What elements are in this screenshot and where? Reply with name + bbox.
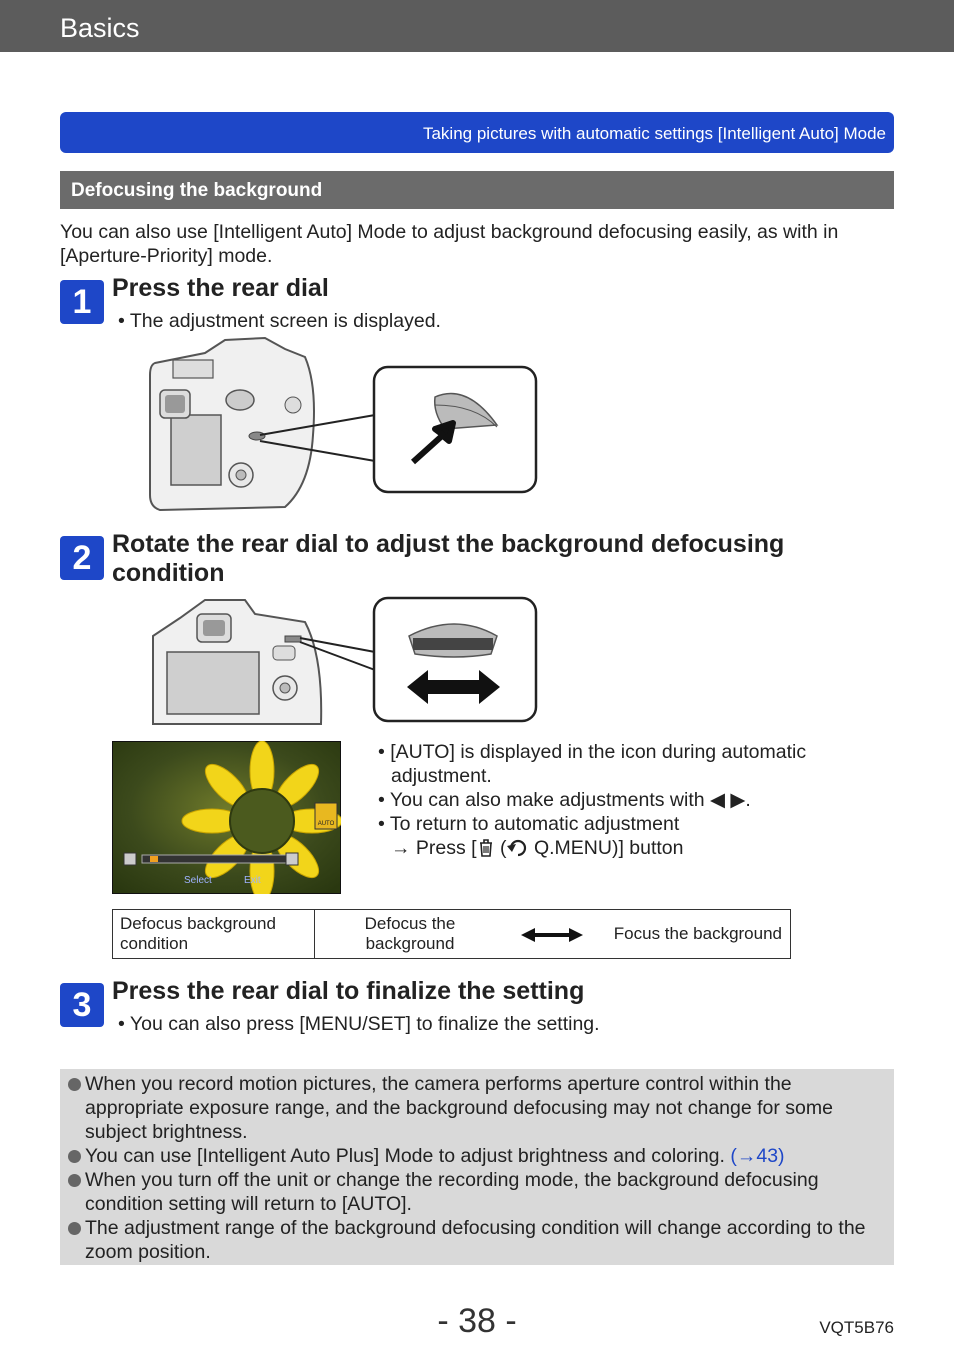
trash-icon <box>477 838 495 858</box>
header-title: Basics <box>60 13 140 43</box>
defocus-icon <box>124 853 136 865</box>
press-suffix: Q.MENU)] button <box>528 837 684 859</box>
condition-label: Defocus background condition <box>120 914 276 953</box>
screen-preview-image <box>112 741 341 894</box>
bullet-adjust: • You can also make adjustments with ◀ ▶. <box>378 789 751 811</box>
chapter-title: Taking pictures with automatic settings [Intelligent Auto] Mode <box>422 124 886 143</box>
step-3-badge: 3 <box>60 983 104 1027</box>
step-1-title: Press the rear dial <box>112 274 329 302</box>
bullet-dot-icon <box>68 1150 81 1163</box>
step-3-title: Press the rear dial to finalize the setting <box>112 977 585 1005</box>
press-prefix: → Press [ <box>391 837 477 859</box>
note-item: You can use [Intelligent Auto Plus] Mode to adjust brightness and coloring. (→43) <box>85 1144 885 1168</box>
camera-back-icon <box>150 338 314 510</box>
step-3-note: • You can also press [MENU/SET] to finalize the setting. <box>118 1013 600 1035</box>
document-code: VQT5B76 <box>819 1318 894 1337</box>
auto-badge: AUTO <box>317 821 335 827</box>
camera-rear-dial-press-illustration <box>145 335 540 515</box>
focus-label: Focus the background <box>613 924 782 943</box>
step-2-badge: 2 <box>60 536 104 580</box>
step-2-bullets <box>378 740 878 860</box>
bullet-dot-icon <box>68 1174 81 1187</box>
section-title: Defocusing the background <box>71 180 323 201</box>
page-link[interactable]: (→43) <box>730 1145 785 1167</box>
bullet-return-sub <box>378 836 878 860</box>
exit-label: Exit <box>244 875 261 886</box>
notes-box <box>60 1069 894 1265</box>
defocus-label: Defocus the background <box>364 914 456 953</box>
bullet-auto: • [AUTO] is displayed in the icon during automatic adjustment. <box>378 741 807 787</box>
bullet-dot-icon <box>68 1078 81 1091</box>
bullet-return: • To return to automatic adjustment <box>378 813 680 835</box>
note-item: When you turn off the unit or change the recording mode, the background defocusing condition setting will return to [AUTO]. <box>85 1168 885 1216</box>
select-label: Select <box>184 875 212 886</box>
page-number: - 38 - <box>437 1302 517 1340</box>
return-icon <box>507 838 529 858</box>
intro-paragraph: You can also use [Intelligent Auto] Mode to adjust background defocusing easily, as with in [Aperture-Priority] mode. <box>60 221 839 267</box>
slider-thumb <box>150 856 158 862</box>
step-1-note: • The adjustment screen is displayed. <box>118 310 441 332</box>
camera-rear-dial-rotate-illustration <box>145 596 540 726</box>
camera-back-icon <box>153 600 321 724</box>
chapter-bar <box>60 112 894 153</box>
condition-table <box>112 909 791 959</box>
step-2-title: Rotate the rear dial to adjust the background defocusing condition <box>112 530 785 587</box>
step-1-badge: 1 <box>60 280 104 324</box>
note-item: The adjustment range of the background defocusing condition will change according to the zoom position. <box>85 1216 885 1264</box>
double-arrow-icon <box>521 928 583 942</box>
note-item: When you record motion pictures, the camera performs aperture control within the appropriate exposure range, and the background defocusing may not change for some subject brightness. <box>85 1072 885 1144</box>
section-bar <box>60 171 894 209</box>
focus-icon <box>286 853 298 865</box>
condition-label-cell <box>113 910 315 958</box>
press-middle: ( <box>494 837 507 859</box>
header-bar <box>0 0 954 52</box>
bullet-dot-icon <box>68 1222 81 1235</box>
